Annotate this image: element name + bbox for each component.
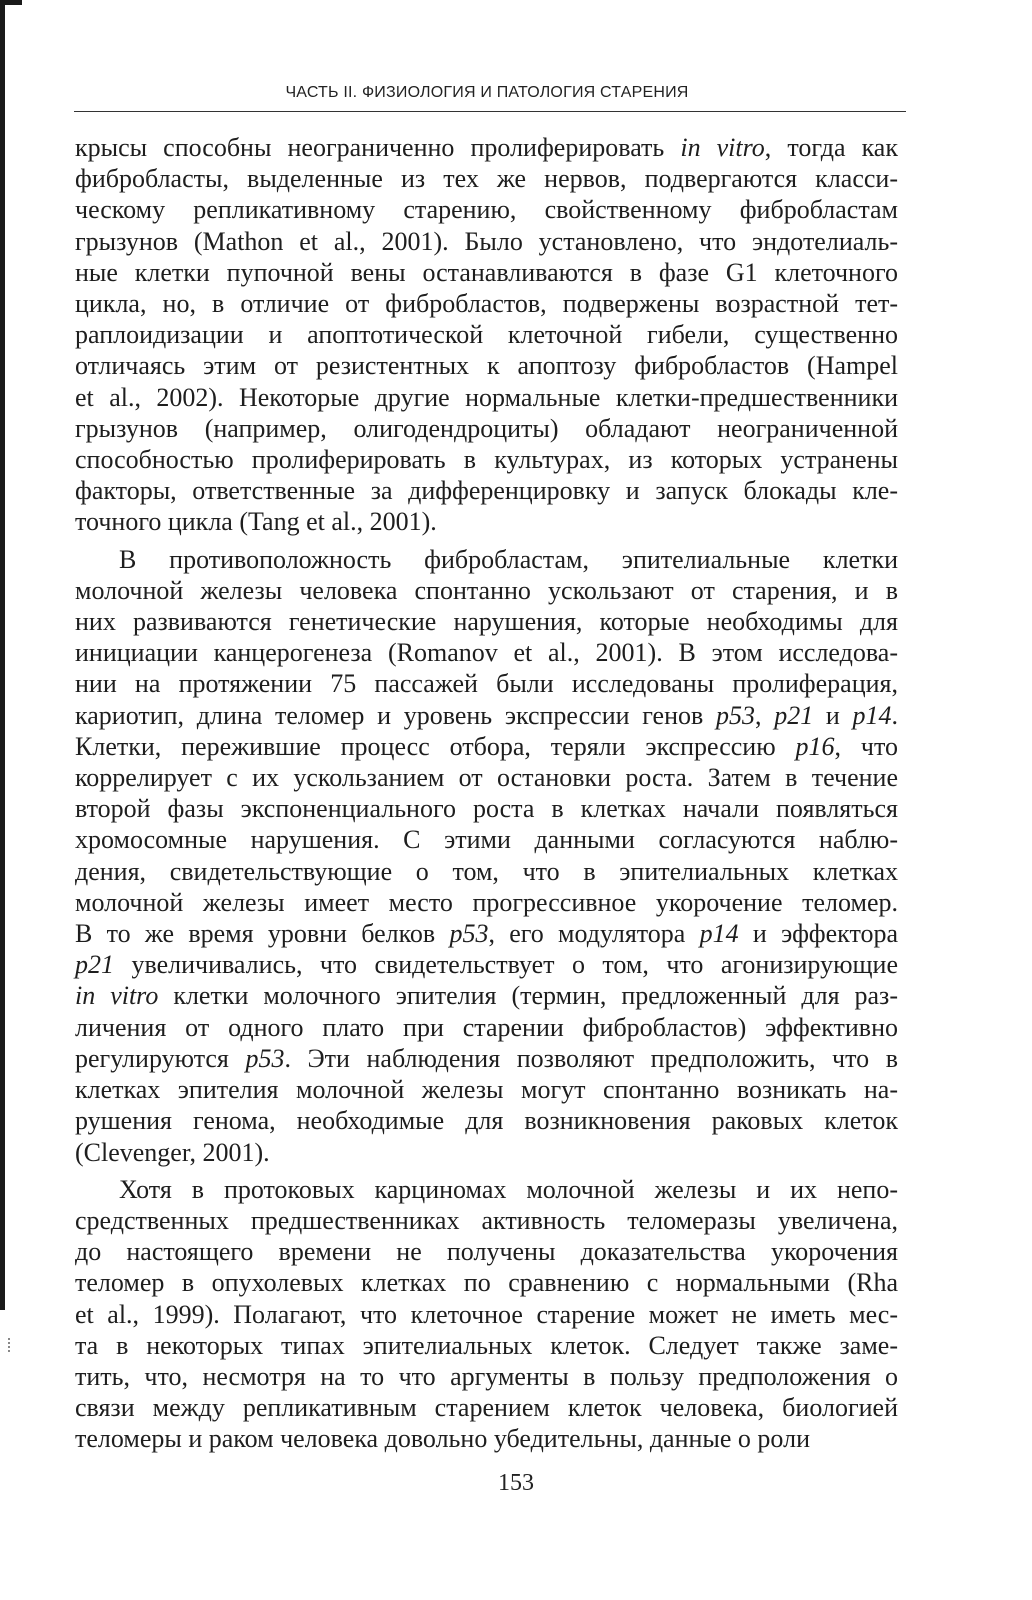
text-line: та в некоторых типах эпителиальных клеток. Следует также заме- [75,1330,898,1360]
text-line: рушения генома, необходимые для возникновения раковых клеток [75,1106,898,1136]
text-line: теломеры и раком человека довольно убедительны, данные о роли [75,1424,810,1454]
text-line: молочной железы человека спонтанно ускользают от старения, и в [75,575,898,605]
text-line: Хотя в протоковых карциномах молочной железы и их непо- [119,1174,898,1204]
text-line: фибробласты, выделенные из тех же нервов, подвергаются класси- [75,164,898,194]
text-line: коррелирует с их ускользанием от остановки роста. Затем в течение [75,763,898,793]
page-number: 153 [498,1470,534,1496]
text-line: хромосомные нарушения. С этими данными согласуются наблю- [75,825,898,855]
text-line: ные клетки пупочной вены останавливаются в фазе G1 клеточного [75,257,898,287]
text-line: дения, свидетельствующие о том, что в эпителиальных клетках [75,856,898,886]
text-line: кариотип, длина теломер и уровень экспрессии генов p53, p21 и p14. [75,700,898,730]
text-line: p21 увеличивались, что свидетельствует о том, что агонизирующие [75,950,898,980]
text-line: них развиваются генетические нарушения, которые необходимы для [75,607,898,637]
text-line: связи между репликативным старением клеток человека, биологией [75,1393,898,1423]
text-line: отличаясь этим от резистентных к апоптозу фибробластов (Hampel [75,351,898,381]
text-line: средственных предшественниках активность теломеразы увеличена, [75,1205,898,1235]
text-line: до настоящего времени не получены доказательства укорочения [75,1237,898,1267]
text-line: способностью пролиферировать в культурах, из которых устранены [75,445,898,475]
text-line: регулируются p53. Эти наблюдения позволяют предположить, что в [75,1043,898,1073]
text-line: В то же время уровни белков p53, его модулятора p14 и эффектора [75,919,899,949]
text-line: личения от одного плато при старении фибробластов) эффективно [75,1012,898,1042]
scan-corner-mark [0,0,22,5]
text-line: ческому репликативному старению, свойственному фибробластам [75,195,898,225]
text-line: цикла, но, в отличие от фибробластов, подвержены возрастной тет- [75,289,898,319]
text-line: et al., 2002). Некоторые другие нормальные клетки-предшественники [75,382,898,412]
scan-edge [0,0,5,1310]
text-line: грызунов (Mathon et al., 2001). Было установлено, что эндотелиаль- [75,226,898,256]
text-line: грызунов (например, олигодендроциты) обладают неограниченной [75,413,898,443]
text-line: et al., 1999). Полагают, что клеточное старение может не иметь мес- [75,1299,898,1329]
text-line: инициации канцерогенеза (Romanov et al., 2001). В этом исследова- [75,638,898,668]
body-text [75,132,898,1455]
text-line: раплоидизации и апоптотической клеточной гибели, существенно [75,320,898,350]
text-line: (Clevenger, 2001). [75,1137,270,1167]
text-line: нии на протяжении 75 пассажей были исследованы пролиферация, [75,669,898,699]
text-line: Клетки, пережившие процесс отбора, теряли экспрессию p16, что [75,731,898,761]
text-line: клетках эпителия молочной железы могут спонтанно возникать на- [75,1075,898,1105]
text-line: крысы способны неограниченно пролиферировать in vitro, тогда как [75,133,898,162]
text-line: второй фазы экспоненциального роста в клетках начали появляться [75,794,898,824]
text-line: in vitro клетки молочного эпителия (термин, предложенный для раз- [75,981,898,1011]
header-rule [74,111,906,112]
text-line: точного цикла (Tang et al., 2001). [75,507,437,537]
text-line: теломер в опухолевых клетках по сравнению с нормальными (Rha [75,1268,898,1298]
text-line: факторы, ответственные за дифференцировку и запуск блокады кле- [75,476,898,506]
text-line: тить, что, несмотря на то что аргументы в пользу предположения о [75,1361,898,1391]
text-line: В противоположность фибробластам, эпителиальные клетки [119,544,898,574]
text-line: молочной железы имеет место прогрессивное укорочение теломер. [75,887,898,917]
scan-dots [8,1338,12,1352]
running-head: ЧАСТЬ II. ФИЗИОЛОГИЯ И ПАТОЛОГИЯ СТАРЕНИЯ [285,84,689,101]
